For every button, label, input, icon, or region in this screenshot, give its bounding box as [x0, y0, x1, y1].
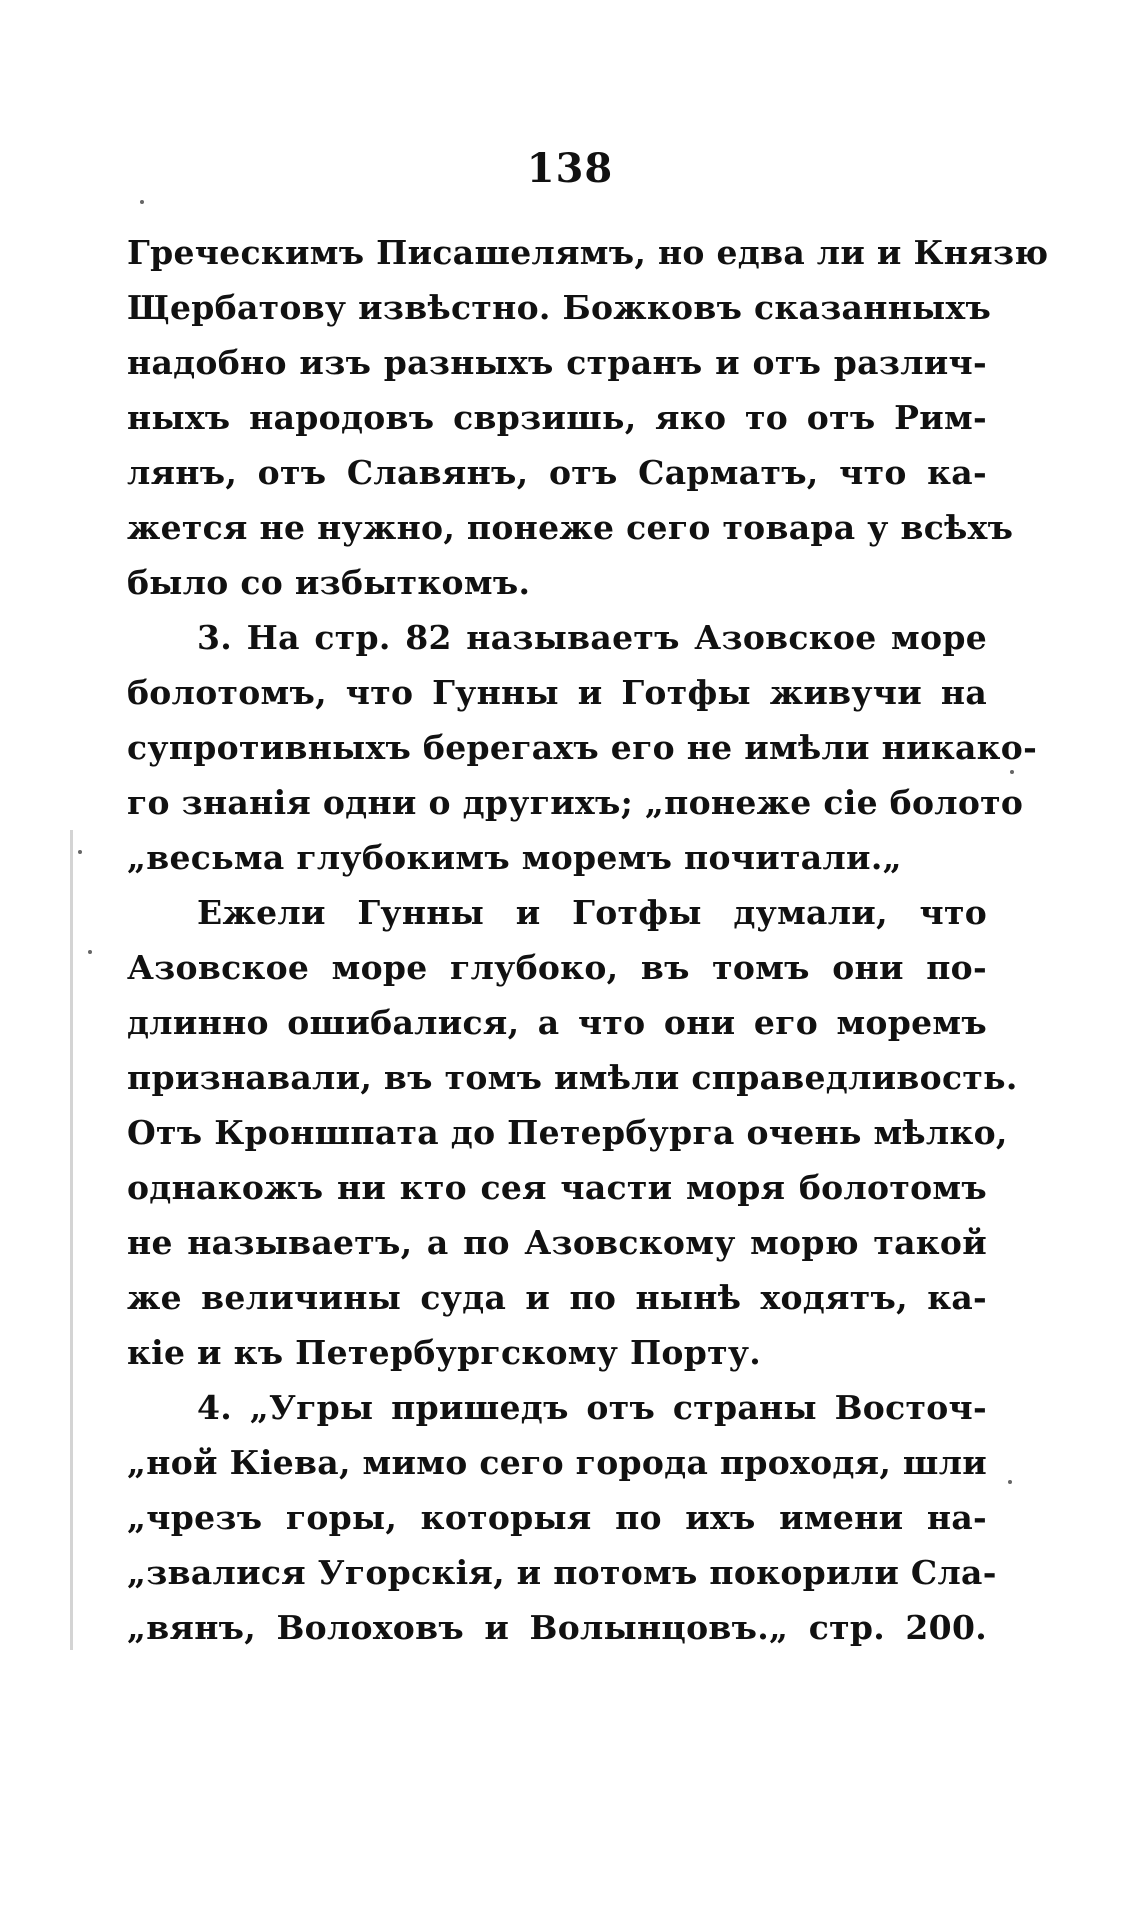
text-line: было со избыткомъ. — [127, 563, 531, 602]
text-line: „весьма глубокимъ моремъ почитали.„ — [127, 838, 902, 877]
text-line: супротивныхъ берегахъ его не имѣли никако- — [127, 728, 1038, 767]
text-line: длинно ошибалися, а что они его моремъ — [127, 1003, 987, 1042]
text-line: надобно изъ разныхъ странъ и отъ различ- — [127, 343, 987, 382]
text-line: го знанія одни о другихъ; „понеже сіе болото — [127, 783, 1024, 822]
margin-rule — [70, 830, 73, 1650]
text-line: признавали, въ томъ имѣли справедливость. — [127, 1058, 1018, 1097]
scan-speck — [88, 950, 92, 954]
scan-speck — [78, 850, 82, 854]
text-line: же величины суда и по нынѣ ходятъ, ка- — [127, 1278, 987, 1317]
text-line: „звалися Угорскія, и потомъ покорили Сла- — [127, 1553, 997, 1592]
text-line: Отъ Кроншпата до Петербурга очень мѣлко, — [127, 1113, 1008, 1152]
text-line: „чрезъ горы, которыя по ихъ имени на- — [127, 1498, 987, 1537]
paragraph-line: Ежели Гунны и Готфы думали, что — [197, 893, 987, 932]
paragraph-4-line: 4. „Угры пришедъ отъ страны Восточ- — [197, 1388, 987, 1427]
text-line: „ной Кіева, мимо сего города проходя, шли — [127, 1443, 988, 1482]
text-line: Греческимъ Писашелямъ, но едва ли и Князю — [127, 233, 1049, 272]
page-number: 138 — [526, 145, 614, 192]
text-line: ныхъ народовъ сврзишь, яко то отъ Рим- — [127, 398, 987, 437]
text-line: болотомъ, что Гунны и Готфы живучи на — [127, 673, 987, 712]
text-line: Азовское море глубоко, въ томъ они по- — [127, 948, 987, 987]
scan-speck — [140, 200, 144, 204]
paragraph-3-line: 3. На стр. 82 называетъ Азовское море — [197, 618, 987, 657]
scan-speck — [1010, 770, 1014, 774]
page-text — [127, 225, 1049, 1655]
text-line: Щербатову извѣстно. Божковъ сказанныхъ — [127, 288, 992, 327]
text-line: жется не нужно, понеже сего товара у всѣхъ — [127, 508, 1014, 547]
text-line: „вянъ, Волоховъ и Волынцовъ.„ стр. 200. — [127, 1608, 987, 1647]
text-line: кіе и къ Петербургскому Порту. — [127, 1333, 762, 1372]
text-line: лянъ, отъ Славянъ, отъ Сарматъ, что ка- — [127, 453, 987, 492]
scan-speck — [1008, 1480, 1012, 1484]
text-line: не называетъ, а по Азовскому морю такой — [127, 1223, 987, 1262]
text-line: однакожъ ни кто сея части моря болотомъ — [127, 1168, 987, 1207]
